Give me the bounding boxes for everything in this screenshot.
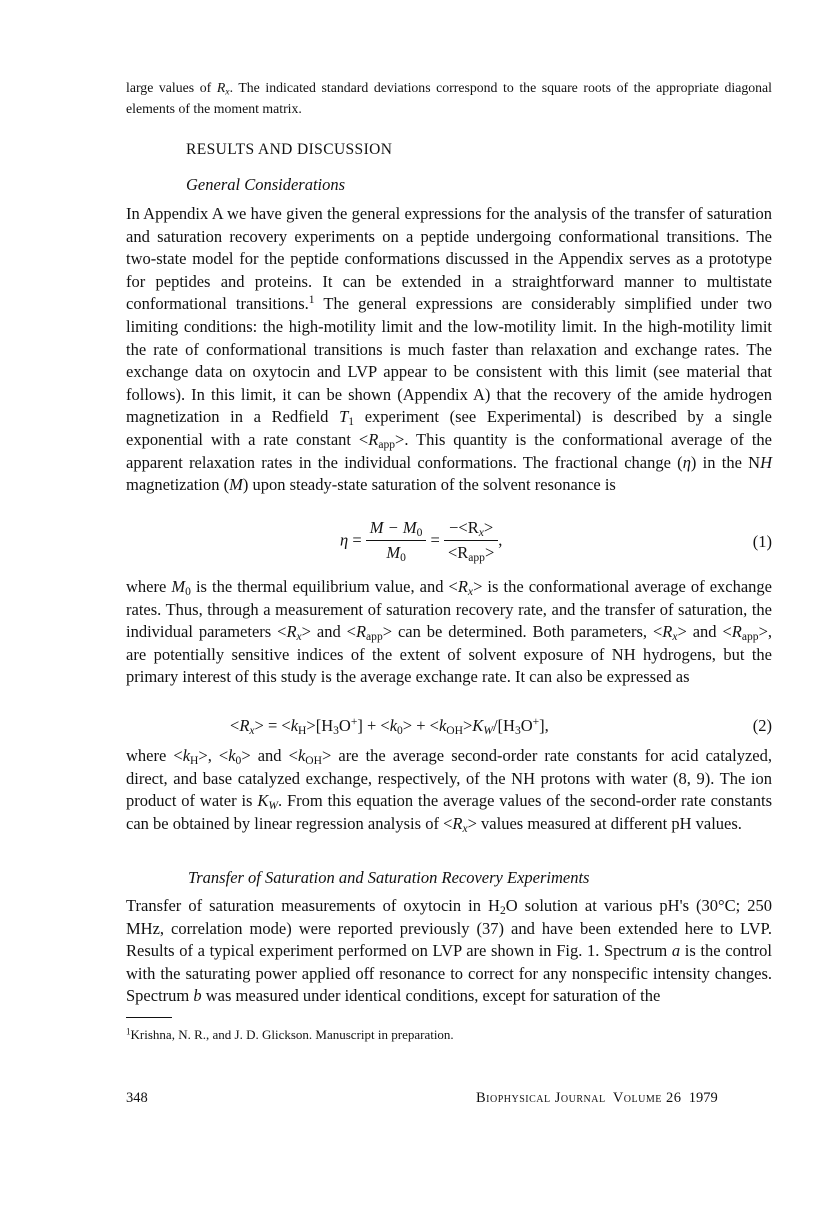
running-footer: Biophysical Journal Volume 26 1979 xyxy=(476,1090,718,1106)
paragraph-transfer-of-saturation: Transfer of saturation measurements of oxytocin in $H_2O$ solution at various pH's (30°C; 250 MHz, correlation mode) were reported previously (37) and have been extended here to LVP. Results of a typical experiment performed on LVP are shown in Fig. 1. Spectrum a is the control with the saturating power applied off resonance to correct for any nonspecific intensity changes. Spectrum b was measured under identical conditions, except for saturation of the xyxy=(126,896,772,1006)
equation-2-number: (2) xyxy=(752,716,772,735)
subsection-heading-transfer: Transfer of Saturation and Saturation Recovery Experiments xyxy=(188,868,590,887)
equation-1-number: (1) xyxy=(752,532,772,551)
paragraph-general-considerations: In Appendix A we have given the general expressions for the analysis of the transfer of saturation and saturation recovery experiments on a peptide undergoing conformational transitions. The two-state model for the peptide conformations discussed in the Appendix serves as a prototype for peptides and proteins. It can be extended in a straightforward manner to multistate conformational transitions.$^1$ The general expressions are considerably simplified under two limiting conditions: the high-motility limit and the low-motility limit. In the high-motility limit the rate of conformational transitions is much faster than relaxation and exchange rates. The exchange data on oxytocin and LVP appear to be consistent with this limit (see material that follows). In this limit, it can be shown (Appendix A) that the recovery of the amide hydrogen magnetization in a Redfield $T_1$ experiment (see Experimental) is described by a single exponential with a rate constant $<R_{app}>$. This quantity is the conformational average of the apparent relaxation rates in the individual conformations. The fractional change (η) in the NH magnetization (M) upon steady-state saturation of the solvent resonance is xyxy=(126,204,772,495)
paragraph-rate-constants: where $<k_H>$, $<k_0>$ and $<k_{OH}>$ are the average second-order rate constants for acid catalyzed, direct, and base catalyzed exchange, respectively, of the NH protons with water (8, 9). The ion product of water is $K_W$. From this equation the average values of the second-order rate constants can be obtained by linear regression analysis of $<R_x>$ values measured at different pH values. xyxy=(126,746,773,835)
equation-2: $<R_x> = <k_H>[H_3O^+] + <k_0> + <k_{OH}>K_W/[H_3O^+]$, (2) xyxy=(230,716,772,737)
paragraph-exchange-rates: where $M_0$ is the thermal equilibrium value, and $<R_x>$ is the conformational average of exchange rates. Thus, through a measurement of saturation recovery rate, and the transfer of saturation, the individual parameters $<R_x>$ and $<R_{app}>$ can be determined. Both parameters, $<R_x>$ and $<R_{app}>$, are potentially sensitive indices of the extent of solvent exposure of NH hydrogens, but the primary interest of this study is the average exchange rate. It can also be expressed as xyxy=(126,577,772,687)
section-heading: RESULTS AND DISCUSSION xyxy=(186,141,393,158)
footnote: $^1$Krishna, N. R., and J. D. Glickson. Manuscript in preparation. xyxy=(126,1026,454,1042)
equation-1: η = $\frac{M - M_0}{M_0}$ = $\frac{-<R_x>}{<R_{app}>}$ , (1) xyxy=(340,518,772,564)
intro-paragraph: large values of $R_x$. The indicated standard deviations correspond to the square roots of the appropriate diagonal elements of the moment matrix. xyxy=(126,80,772,116)
footnote-divider xyxy=(126,1017,172,1018)
subsection-heading-general: General Considerations xyxy=(186,175,346,194)
page-number: 348 xyxy=(126,1090,148,1106)
